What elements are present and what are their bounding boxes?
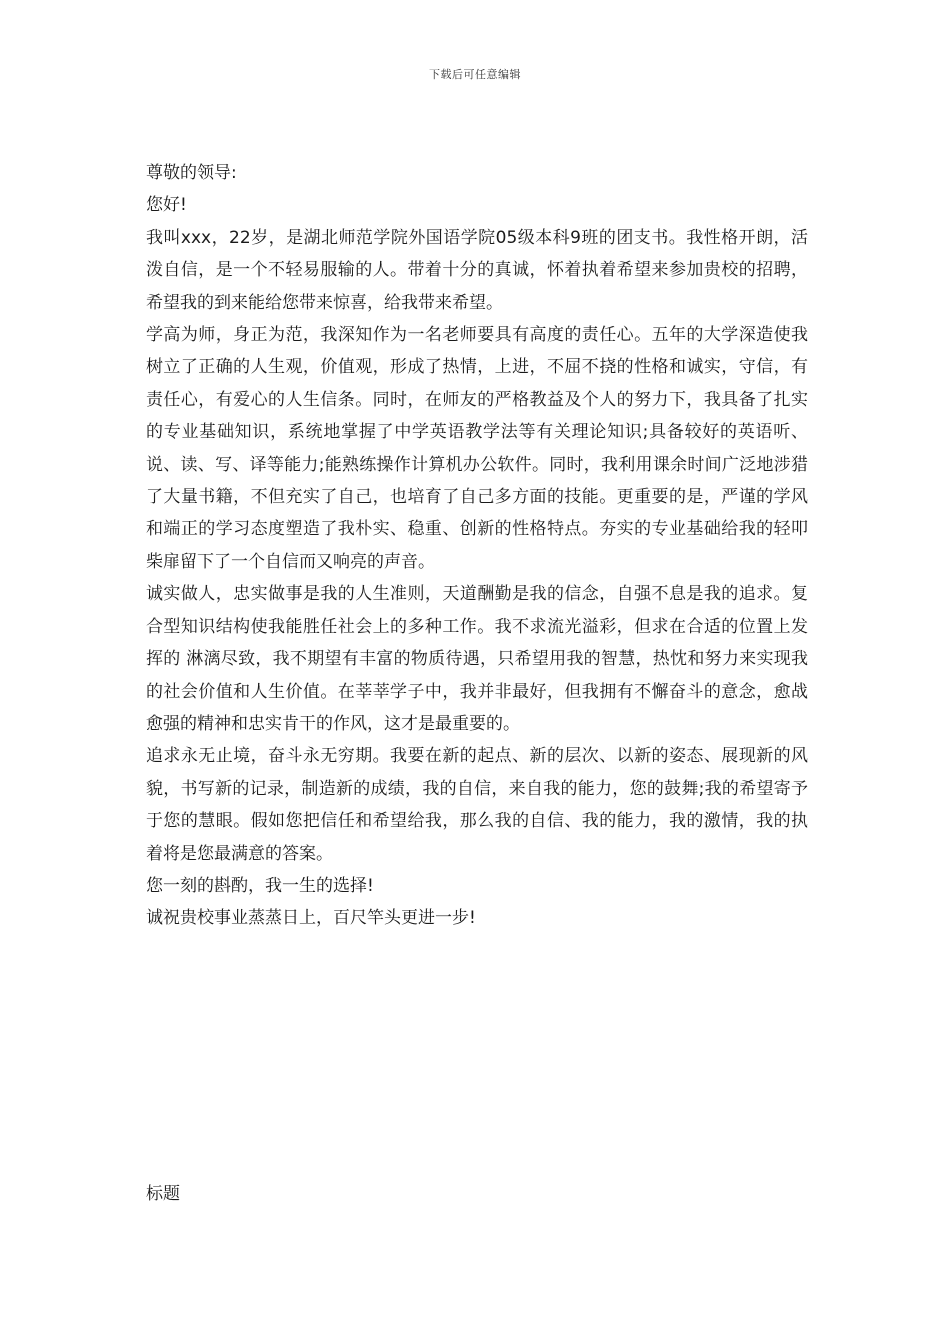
letter-paragraph-closing: 您一刻的斟酌，我一生的选择! <box>146 875 374 896</box>
letter-paragraph-principles: 诚实做人，忠实做事是我的人生准则，天道酬勤是我的信念，自强不息是我的追求。复合型知识结构使我能胜任社会上的多种工作。我不求流光溢彩，但求在合适的位置上发挥的 淋漓尽致，我不期望有丰富的物质待遇，只希望用我的智慧，热忱和努力来实现我的社会价值和人生价值。在莘莘学子中，我并非最好，但我拥有不懈奋斗的意念，愈战愈强的精神和忠实肯干的作风，这才是最重要的。 <box>146 584 808 734</box>
letter-salutation: 尊敬的领导: <box>146 163 237 183</box>
letter-paragraph-intro: 我叫xxx，22岁，是湖北师范学院外国语学院05级本科9班的团支书。我性格开朗，活泼自信，是一个不轻易服输的人。带着十分的真诚，怀着执着希望来参加贵校的招聘，希望我的到来能给您带来惊喜，给我带来希望。 <box>146 227 808 313</box>
letter-paragraph-wishes: 诚祝贵校事业蒸蒸日上，百尺竿头更进一步! <box>146 908 476 929</box>
letter-paragraph-education: 学高为师，身正为范，我深知作为一名老师要具有高度的责任心。五年的大学深造使我树立了正确的人生观，价值观，形成了热情，上进，不屈不挠的性格和诚实，守信，有责任心，有爱心的人生信条。同时，在师友的严格教益及个人的努力下，我具备了扎实的专业基础知识，系统地掌握了中学英语教学法等有关理论知识;具备较好的英语听、说、读、写、译等能力;能熟练操作计算机办公软件。同时，我利用课余时间广泛地涉猎了大量书籍，不但充实了自己，也培育了自己多方面的技能。更重要的是，严谨的学风和端正的学习态度塑造了我朴实、稳重、创新的性格特点。夯实的专业基础给我的轻叩柴扉留下了一个自信而又响亮的声音。 <box>146 325 808 572</box>
letter-paragraph-aspiration: 追求永无止境，奋斗永无穷期。我要在新的起点、新的层次、以新的姿态、展现新的风貌，书写新的记录，制造新的成绩，我的自信，来自我的能力，您的鼓舞;我的希望寄予于您的慧眼。假如您把信任和希望给我，那么我的自信、我的能力，我的激情，我的执着将是您最满意的答案。 <box>146 746 808 864</box>
footer-title-label: 标题 <box>146 1184 180 1204</box>
letter-body <box>146 157 808 935</box>
page-header-note: 下载后可任意编辑 <box>429 68 521 81</box>
letter-greeting: 您好! <box>146 195 187 216</box>
